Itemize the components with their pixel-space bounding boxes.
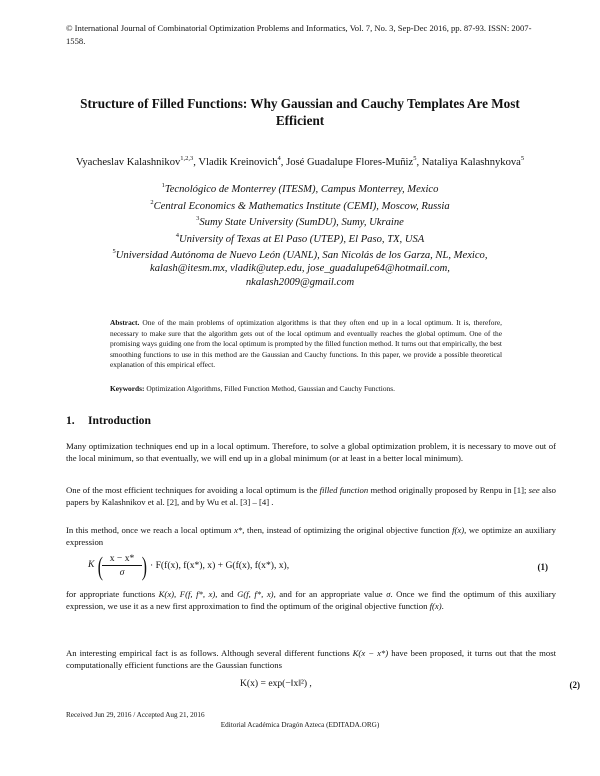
math-symbol: σ [386,589,391,599]
affiliation [60,230,540,247]
author-affil-sup: 5 [413,155,417,162]
text-run: have been proposed, it turns out that the most computationally efficient functions are the Gaussian functions [66,648,557,671]
emphasis: see [528,485,540,495]
affiliation-text: Tecnológico de Monterrey (ITESM), Campus Monterrey, Mexico [164,184,439,195]
footer-dates: Received Jun 29, 2016 / Accepted Aug 21, 2016 [66,711,205,719]
text-run: method originally proposed by Renpu in [1]; [370,485,527,495]
math-symbol: K(x − x*) [352,648,389,658]
text-run: . Once we find the optimum of this auxiliary expression, we use it as a new first approximation to find the optimum of the original objective function [66,589,557,612]
text-run: In this method, once we reach a local optimum [66,525,232,535]
affiliation [60,180,540,197]
paragraph [66,588,556,613]
text-run: One of the most efficient techniques for avoiding a local optimum is the [66,485,318,495]
author-name: José Guadalupe Flores-Muñiz [286,157,414,168]
text-run: , then, instead of optimizing the original objective function [242,525,450,535]
paragraph [66,484,556,509]
affiliation-text: Sumy State University (SumDU), Sumy, Ukraine [199,217,404,229]
abstract [110,318,502,371]
section-heading [66,414,151,427]
email-line[interactable]: nkalash2009@gmail.com [245,277,355,288]
affiliation-text: Central Economics & Mathematics Institute (CEMI), Moscow, Russia [153,200,450,212]
affiliation-text: University of Texas at El Paso (UTEP), El Paso, TX, USA [178,233,425,245]
text-run: also papers by Kalashnikov et al. [2], and by Wu et al. [3] – [4] . [66,485,557,508]
author-name: Nataliya Kalashnykova [421,157,521,168]
emphasis: filled function [319,485,369,495]
section-title: Introduction [88,414,151,427]
affiliation [60,197,540,214]
affiliation-sup: 4 [175,231,179,239]
equation-2 [0,678,590,694]
keywords-text: Optimization Algorithms, Filled Function Method, Gaussian and Cauchy Functions. [146,384,395,393]
equation-body: · F(f(x), f(x*), x) + G(f(x), f(x*), x), [150,560,290,571]
fraction [102,552,142,579]
affiliation-text: Universidad Autónoma de Nuevo León (UANL), San Nicolás de los Garza, NL, Mexico, [115,250,488,262]
author-name: Vladik Kreinovich [198,157,278,168]
equation-1 [88,552,558,584]
paren-right: ) [141,552,147,581]
paragraph: Many optimization techniques end up in a local optimum. Therefore, to solve a global optimization problem, it is necessary to move out of the local minimum, so that eventually, we will end up in a global minimum (or at least in a better local minimum). [66,441,556,464]
fraction-numerator: x − x* [102,552,142,566]
email-line[interactable]: kalash@itesm.mx, vladik@utep.edu, jose_guadalupe64@hotmail.com, [150,263,450,274]
footer-publisher: Editorial Académica Dragón Azteca (EDITADA.ORG) [220,721,380,729]
paper-title: Structure of Filled Functions: Why Gaussian and Cauchy Templates Are Most Efficient [80,96,520,128]
affiliation-sup: 1 [161,182,165,189]
text-run: . [441,601,444,612]
paragraph [66,647,556,672]
affiliation-sup: 2 [150,198,154,206]
text-run: , and [215,589,234,599]
abstract-text: One of the main problems of optimization algorithms is that they often end up in a local optimum. It is, therefore, necessary to make sure that the algorithm gets out of the local optimum and eventually reaches the global optimum. One of the promising ways guiding one from the local optimum is prompted by the filled function method. It turns out that empirically, the best smoothing functions to use in this method are the Gaussian and Cauchy functions. In this paper, we provide a possible theoretical explanation of this empirical effect. [110,318,502,370]
author-affil-sup: 4 [277,155,281,162]
text-run: An interesting empirical fact is as follows. Although several different functions [66,648,350,658]
keywords-label: Keywords: [110,384,145,393]
math-symbol: f(x) [429,601,442,612]
text-run: , and for an appropriate value [273,589,383,599]
author-emails [60,262,540,290]
journal-citation: © International Journal of Combinatorial Optimization Problems and Informatics, Vol. 7, No. 3, Sep-Dec 2016, pp. 87-93. ISSN: 2007-1558. [66,23,532,46]
equation-number: (2) [569,680,580,690]
author-name: Vyacheslav Kalashnikov [75,157,181,168]
keywords [110,384,502,394]
paragraph [66,524,556,549]
math-symbol: K(x), F(f, f*, x) [158,589,216,599]
author-list: Vyacheslav Kalashnikov$^{1,2,3}$, Vladik Kreinovich$^4$, José Guadalupe Flores-Muñiz$^5$, Nataliya Kalashnykova$^5$ [75,155,525,168]
paren-left: ( [97,552,103,581]
section-number: 1. [66,414,75,427]
affiliation-sup: 5 [112,248,116,256]
equation-body: K(x) = exp(−‖x‖²) , [240,678,312,689]
math-symbol: G(f, f*, x) [237,589,274,599]
text-run: , we optimize an auxiliary expression [66,525,556,548]
math-K: K [88,559,95,570]
fraction-denominator: σ [119,567,125,578]
affiliation [60,246,540,263]
affiliation [60,213,540,230]
affiliation-list [60,180,540,263]
author-affil-sup: 5 [520,155,525,162]
equation-number: (1) [537,562,548,572]
abstract-label: Abstract. [110,318,140,327]
text-run: for appropriate functions [66,589,156,599]
math-symbol: x* [234,525,243,535]
affiliation-sup: 3 [196,215,200,223]
author-affil-sup: 1,2,3 [180,155,194,162]
math-symbol: f(x) [452,525,465,535]
